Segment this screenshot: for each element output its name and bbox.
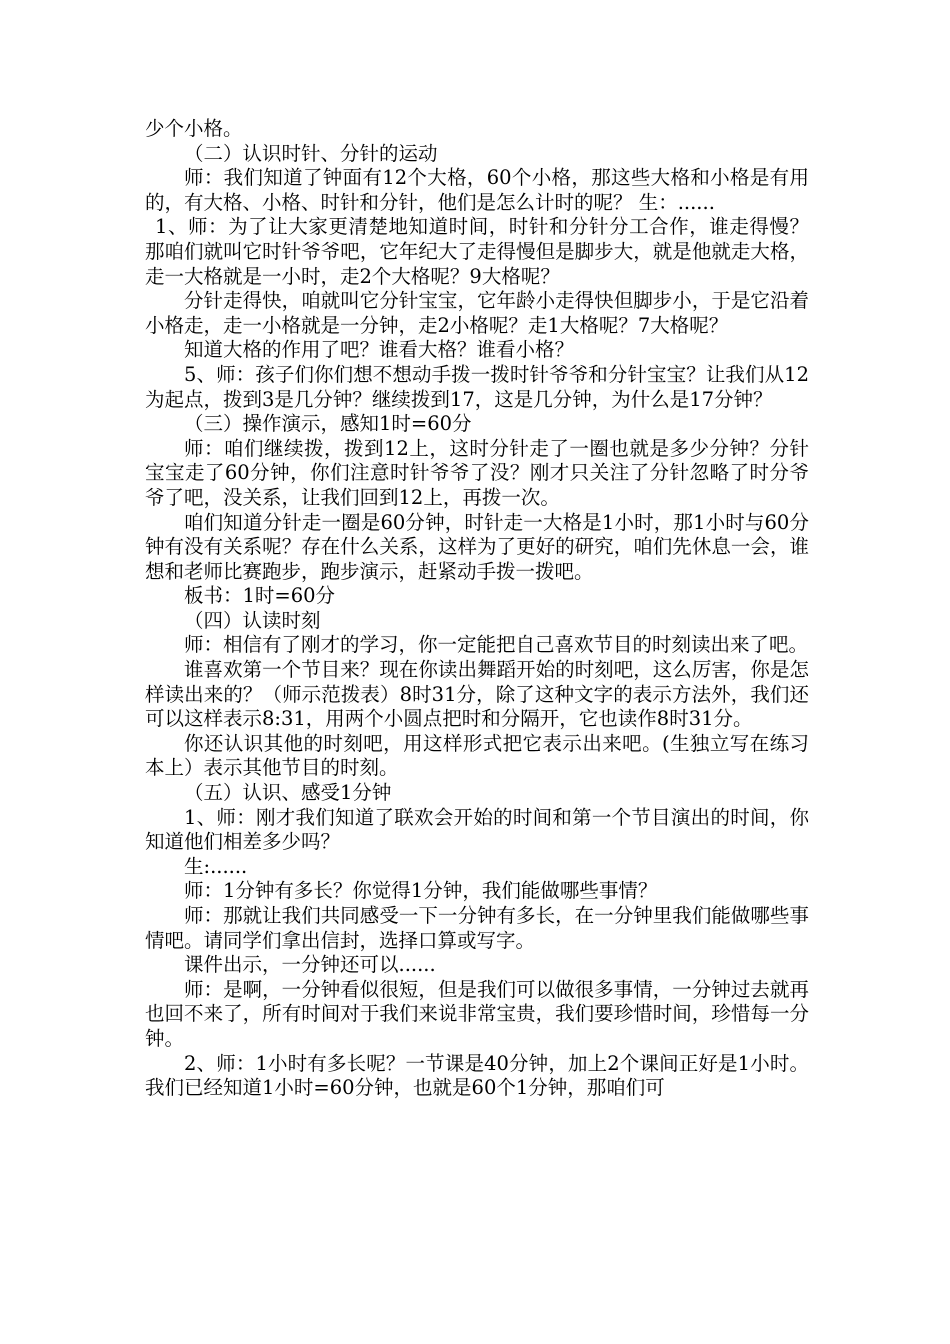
paragraph: 知道大格的作用了吧？谁看大格？谁看小格？ xyxy=(184,338,575,362)
section-heading: （三）操作演示，感知1时=60分 xyxy=(184,412,472,436)
paragraph: 咱们知道分针走一圈是60分钟，时针走一大格是1小时，那1小时与60分钟有没有关系呢？存在什么关系，这样为了更好的研究，咱们先休息一会，谁想和老师比赛跑步，跑步演示，赶紧动手拨一拨吧。 xyxy=(145,510,809,583)
board-note: 板书：1时=60分 xyxy=(184,584,336,608)
section-heading: （五）认识、感受1分钟 xyxy=(184,781,392,805)
paragraph: 师：那就让我们共同感受一下一分钟有多长，在一分钟里我们能做哪些事情吧。请同学们拿出信封，选择口算或写字。 xyxy=(145,904,809,952)
paragraph: 谁喜欢第一个节目来？现在你读出舞蹈开始的时刻吧，这么厉害，你是怎样读出来的？（师示范拨表）8时31分，除了这种文字的表示方法外，我们还可以这样表示8:31，用两个小圆点把时和分隔开，它也读作8时31分。 xyxy=(145,658,809,731)
paragraph: 师：相信有了刚才的学习，你一定能把自己喜欢节目的时刻读出来了吧。 xyxy=(184,633,809,657)
paragraph: 课件出示，一分钟还可以...... xyxy=(184,953,436,977)
paragraph: 师：1分钟有多长？你觉得1分钟，我们能做哪些事情？ xyxy=(184,879,658,903)
paragraph: 生:...... xyxy=(184,854,248,878)
document-page xyxy=(145,117,809,1101)
paragraph: 1、师：为了让大家更清楚地知道时间，时针和分针分工合作，谁走得慢？那咱们就叫它时针爷爷吧，它年纪大了走得慢但是脚步大，就是他就走大格，走一大格就是一小时，走2个大格呢？9大格呢？ xyxy=(145,215,809,288)
paragraph: 师：是啊，一分钟看似很短，但是我们可以做很多事情，一分钟过去就再也回不来了，所有时间对于我们来说非常宝贵，我们要珍惜时间，珍惜每一分钟。 xyxy=(145,977,809,1050)
paragraph: 5、师：孩子们你们想不想动手拨一拨时针爷爷和分针宝宝？让我们从12为起点，拨到3是几分钟？继续拨到17，这是几分钟，为什么是17分钟？ xyxy=(145,362,809,411)
section-heading: （二）认识时针、分针的运动 xyxy=(184,141,438,165)
paragraph: 师：咱们继续拨，拨到12上，这时分针走了一圈也就是多少分钟？分针宝宝走了60分钟，你们注意时针爷爷了没？刚才只关注了分针忽略了时分爷爷了吧，没关系，让我们回到12上，再拨一次。 xyxy=(145,436,809,509)
paragraph: 少个小格。 xyxy=(145,117,243,140)
paragraph: 分针走得快，咱就叫它分针宝宝，它年龄小走得快但脚步小，于是它沿着小格走，走一小格就是一分钟，走2小格呢？走1大格呢？7大格呢？ xyxy=(145,289,809,337)
section-heading: （四）认读时刻 xyxy=(184,608,321,632)
paragraph: 1、师：刚才我们知道了联欢会开始的时间和第一个节目演出的时间，你知道他们相差多少吗？ xyxy=(145,805,809,854)
paragraph: 师：我们知道了钟面有12个大格，60个小格，那这些大格和小格是有用的，有大格、小格、时针和分针，他们是怎么计时的呢？ 生：...... xyxy=(145,166,809,214)
paragraph: 你还认识其他的时刻吧，用这样形式把它表示出来吧。(生独立写在练习本上）表示其他节目的时刻。 xyxy=(145,731,809,780)
paragraph: 2、师：1小时有多长呢？一节课是40分钟，加上2个课间正好是1小时。我们已经知道1小时=60分钟，也就是60个1分钟，那咱们可 xyxy=(145,1051,809,1100)
